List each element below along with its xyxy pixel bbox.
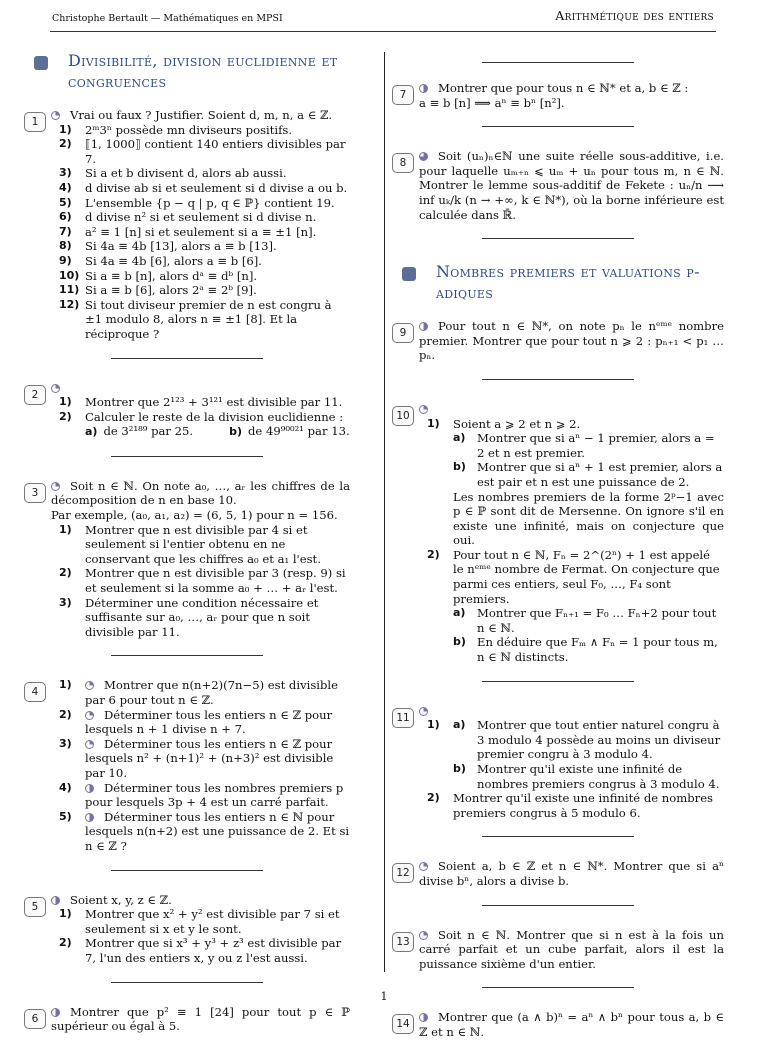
exercise-text: Montrer que pour tous n ∈ ℕ* et a, b ∈ ℤ : — [438, 81, 689, 95]
exercise-number-badge: 3 — [24, 483, 46, 503]
exercise-text: Montrer que p² ≡ 1 [24] pour tout p ∈ ℙ supérieur ou égal à 5. — [51, 1004, 350, 1034]
exercise-sub-item: Montrer que tout entier naturel congru à 3 modulo 4 possède au moins un diviseur premier congru à 3 modulo 4. — [477, 718, 721, 762]
difficulty-icon — [419, 931, 428, 940]
exercise-item: Montrer que n(n+2)(7n−5) est divisible par 6 pour tout n ∈ ℤ. — [85, 678, 338, 707]
exercise-intro: Soit n ∈ ℕ. On note a₀, …, aᵣ les chiffres de la décomposition de n en base 10. — [51, 478, 350, 508]
difficulty-icon — [85, 711, 94, 720]
exercise-text: Soit (uₙ)ₙ∈ℕ une suite réelle sous-additive, i.e. pour laquelle uₘ₊ₙ ⩽ uₘ + uₙ pour tous m, n ∈ ℕ. Montrer le lemme sous-additif de Fekete : uₙ/n ⟶ inf uₖ/k (n → +∞, k ∈ ℕ*), où la borne inférieure est calculée dans ℝ̄. — [419, 149, 724, 222]
difficulty-icon — [419, 707, 428, 716]
exercise-6 — [24, 1005, 350, 1034]
difficulty-icon — [419, 1013, 428, 1022]
difficulty-icon — [51, 384, 60, 393]
exercise-number-badge: 10 — [392, 406, 414, 426]
separator-rule — [111, 456, 263, 457]
exercise-equation: a ≡ b [n] ⟹ aⁿ ≡ bⁿ [n²]. — [419, 95, 565, 110]
difficulty-icon — [51, 482, 60, 491]
exercise-7 — [392, 81, 724, 110]
difficulty-icon — [419, 405, 428, 414]
section-title: Nombres premiers et valuations p-adiques — [436, 262, 700, 303]
section-square-icon — [402, 267, 416, 281]
exercise-item: Soient a ⩾ 2 et n ⩾ 2. — [453, 416, 581, 431]
exercise-number-badge: 14 — [392, 1014, 414, 1034]
exercise-10: 10 1) Soient a ⩾ 2 et n ⩾ 2. a) Montrer que si aⁿ − 1 premier, alors a = 2 et n est premier. b) Montrer que si aⁿ + 1 est premier, alors a est pair et n est une puissance de 2. Les nombres premiers de la forme 2ᵖ−1 avec p ∈ ℙ sont dit de Mersenne. On ignore s'il en existe une infinité, mais on conjecture que oui. 2) Pour tout n ∈ ℕ, Fₙ = 2^(2ⁿ) + 1 est appelé le nᵉᵐᵉ nombre de Fermat. On conjecture que parmi ces entiers, seul F₀, …, F₄ sont premiers. a) Montrer que Fₙ₊₁ = F₀ … Fₙ+2 pour tout n ∈ ℕ. b) En déduire que Fₘ ∧ Fₙ = 1 pour tous m, n ∈ ℕ distincts. — [392, 402, 724, 665]
exercise-item: Montrer que 2¹²³ + 3¹²¹ est divisible par 11. — [85, 395, 343, 410]
exercise-text: Soit n ∈ ℕ. Montrer que si n est à la fois un carré parfait et un cube parfait, alors il est la puissance sixième d'un entier. — [419, 927, 724, 971]
exercise-2: 2 1) Montrer que 2¹²³ + 3¹²¹ est divisible par 11. 2) Calculer le reste de la division euclidienne : a) de 3²¹⁸⁹ par 25. b) de 49⁹⁰⁰²¹ par 13. — [24, 381, 350, 440]
exercise-item: Déterminer tous les entiers n ∈ ℤ pour lesquels n² + (n+1)² + (n+3)² est divisible par 10. — [85, 736, 334, 780]
exercise-example: Par exemple, (a₀, a₁, a₂) = (6, 5, 1) pour n = 156. — [51, 508, 338, 523]
difficulty-icon — [85, 740, 94, 749]
separator-rule — [482, 836, 634, 837]
sub-item-b: b) de 49⁹⁰⁰²¹ par 13. — [229, 424, 350, 439]
separator-rule — [482, 379, 634, 380]
separator-rule — [482, 238, 634, 239]
separator-rule — [111, 358, 263, 359]
exercise-item: Pour tout n ∈ ℕ, Fₙ = 2^(2ⁿ) + 1 est appelé le nᵉᵐᵉ nombre de Fermat. On conjecture que parmi ces entiers, seul F₀, …, F₄ sont premiers. — [453, 547, 720, 606]
exercise-item: Si tout diviseur premier de n est congru à ±1 modulo 8, alors n ≡ ±1 [8]. Et la réciproque ? — [85, 297, 332, 341]
separator-rule — [482, 62, 634, 63]
exercise-number-badge: 13 — [392, 932, 414, 952]
exercise-8 — [392, 149, 724, 222]
exercise-number-badge: 5 — [24, 897, 46, 917]
exercise-text: Soient a, b ∈ ℤ et n ∈ ℕ*. Montrer que si aⁿ divise bⁿ, alors a divise b. — [419, 859, 724, 888]
exercise-item: 2ᵐ3ⁿ possède mn diviseurs positifs. — [85, 122, 293, 137]
difficulty-icon — [419, 84, 428, 93]
difficulty-icon — [51, 111, 60, 120]
difficulty-icon — [85, 813, 94, 822]
difficulty-icon — [85, 784, 94, 793]
exercise-sub-item: Montrer que si aⁿ − 1 premier, alors a = 2 et n est premier. — [477, 431, 715, 460]
separator-rule — [482, 987, 634, 988]
exercise-item: L'ensemble {p − q | p, q ∈ ℙ} contient 19. — [85, 195, 335, 210]
exercise-intro: Soient x, y, z ∈ ℤ. — [70, 892, 172, 907]
separator-rule — [111, 870, 263, 871]
page-number: 1 — [380, 990, 388, 1003]
section-nombres-premiers — [392, 261, 724, 303]
header-rule — [50, 31, 716, 32]
exercise-14 — [392, 1010, 724, 1039]
exercise-4: 4 1) Montrer que n(n+2)(7n−5) est divisible par 6 pour tout n ∈ ℤ. 2) Déterminer tous les entiers n ∈ ℤ pour lesquels n + 1 divise n + 7. 3) Déterminer tous les entiers n ∈ ℤ pour lesquels n² + (n+1)² + (n+3)² est divisible par 10. 4) Déterminer tous les nombres premiers p pour lesquels 3p + 4 est un carré parfait. 5) Déterminer tous les entiers n ∈ ℕ pour lesquels n(n+2) est une puissance de 2. Et si n ∈ ℤ ? — [24, 678, 350, 853]
exercise-item: Déterminer une condition nécessaire et suffisante sur a₀, …, aᵣ pour que n soit divisible par 11. — [85, 595, 319, 639]
exercise-sub-item: En déduire que Fₘ ∧ Fₙ = 1 pour tous m, n ∈ ℕ distincts. — [477, 635, 718, 665]
difficulty-icon — [51, 896, 60, 905]
exercise-text: Pour tout n ∈ ℕ*, on note pₙ le nᵉᵐᵉ nombre premier. Montrer que pour tout n ⩾ 2 : pₙ₊₁ < p₁ … pₙ. — [419, 319, 724, 363]
exercise-note: Les nombres premiers de la forme 2ᵖ−1 avec p ∈ ℙ sont dit de Mersenne. On ignore s'il en existe une infinité, mais on conjecture que oui. — [453, 489, 724, 548]
exercise-number-badge: 11 — [392, 708, 414, 728]
exercise-sub-item: Montrer qu'il existe une infinité de nombres premiers congrus à 3 modulo 4. — [477, 762, 720, 791]
section-divisibilite — [24, 50, 350, 92]
exercise-12 — [392, 859, 724, 888]
left-column — [24, 50, 350, 1040]
exercise-number-badge: 4 — [24, 682, 46, 702]
separator-rule — [111, 982, 263, 983]
section-square-icon — [34, 56, 48, 70]
exercise-item: d divise ab si et seulement si d divise a ou b. — [85, 180, 348, 195]
exercise-1: 1 Vrai ou faux ? Justifier. Soient d, m, n, a ∈ ℤ. 1) 2ᵐ3ⁿ possède mn diviseurs positifs. 2) ⟦1, 1000⟧ contient 140 entiers divisibles par 7. 3) Si a et b divisent d, alors ab aussi. 4) d divise ab si et seulement si d divise a ou b. 5) L'ensemble {p − q | p, q ∈ ℙ} contient 19. 6) d divise n² si et seulement si d divise n. 7) a² ≡ 1 [n] si et seulement si a ≡ ±1 [n]. 8) Si 4a ≡ 4b [13], alors a ≡ b [13]. 9) Si 4a ≡ 4b [6], alors a ≡ b [6]. 10) Si a ≡ b [n], alors dᵃ ≡ dᵇ [n]. 11) Si a ≡ b [6], alors 2ᵃ ≡ 2ᵇ [9]. 12) Si tout diviseur premier de n est congru à ±1 modulo 8, alors n ≡ ±1 [8]. Et la réciproque ? — [24, 108, 350, 342]
separator-rule — [111, 655, 263, 656]
exercise-item: Si a ≡ b [6], alors 2ᵃ ≡ 2ᵇ [9]. — [85, 283, 257, 298]
column-divider — [384, 52, 385, 972]
exercise-item: ⟦1, 1000⟧ contient 140 entiers divisibles par 7. — [85, 137, 346, 166]
exercise-item: Si a ≡ b [n], alors dᵃ ≡ dᵇ [n]. — [85, 268, 258, 283]
separator-rule — [482, 126, 634, 127]
separator-rule — [482, 905, 634, 906]
exercise-11: 11 1) a) Montrer que tout entier naturel congru à 3 modulo 4 possède au moins un diviseur premier congru à 3 modulo 4. b) Montrer qu'il existe une infinité de nombres premiers congrus à 3 modulo 4. 2) Montrer qu'il existe une infinité de nombres premiers congrus à 5 modulo 6. — [392, 704, 724, 821]
exercise-item: d divise n² si et seulement si d divise n. — [85, 210, 317, 225]
exercise-number-badge: 8 — [392, 153, 414, 173]
header-right: Arithmétique des entiers — [555, 8, 714, 23]
exercise-13 — [392, 928, 724, 972]
exercise-item: Montrer que n est divisible par 4 si et seulement si l'entier obtenu en ne conservant que les chiffres a₀ et a₁ l'est. — [85, 522, 321, 566]
exercise-item: a² ≡ 1 [n] si et seulement si a ≡ ±1 [n]. — [85, 224, 317, 239]
exercise-item: Si 4a ≡ 4b [6], alors a ≡ b [6]. — [85, 253, 262, 268]
exercise-item: Montrer que si x³ + y³ + z³ est divisible par 7, l'un des entiers x, y ou z l'est aussi. — [85, 936, 342, 965]
exercise-number-badge: 2 — [24, 385, 46, 405]
exercise-item: Calculer le reste de la division euclidienne : — [85, 409, 344, 424]
exercise-item: Montrer que n est divisible par 3 (resp. 9) si et seulement si la somme a₀ + … + aᵣ l'est. — [85, 566, 346, 596]
exercise-text: Montrer que (a ∧ b)ⁿ = aⁿ ∧ bⁿ pour tous a, b ∈ ℤ et n ∈ ℕ. — [419, 1010, 724, 1039]
exercise-number-badge: 6 — [24, 1009, 46, 1029]
exercise-item: Déterminer tous les nombres premiers p pour lesquels 3p + 4 est un carré parfait. — [85, 780, 344, 810]
exercise-number-badge: 1 — [24, 112, 46, 132]
section-title: Divisibilité, division euclidienne et congruences — [68, 51, 338, 91]
exercise-number-badge: 7 — [392, 85, 414, 105]
header-left: Christophe Bertault — Mathématiques en MPSI — [52, 13, 283, 24]
exercise-item: Déterminer tous les entiers n ∈ ℕ pour lesquels n(n+2) est une puissance de 2. Et si n ∈ ℤ ? — [85, 809, 350, 853]
exercise-item: Montrer que x² + y² est divisible par 7 si et seulement si x et y le sont. — [85, 907, 340, 936]
exercise-intro: Vrai ou faux ? Justifier. Soient d, m, n, a ∈ ℤ. — [70, 108, 333, 122]
exercise-item: Déterminer tous les entiers n ∈ ℤ pour lesquels n + 1 divise n + 7. — [85, 707, 333, 737]
difficulty-icon — [51, 1008, 60, 1017]
exercise-number-badge: 12 — [392, 863, 414, 883]
exercise-number-badge: 9 — [392, 323, 414, 343]
difficulty-icon — [419, 322, 428, 331]
exercise-3: 3 Soit n ∈ ℕ. On note a₀, …, aᵣ les chiffres de la décomposition de n en base 10. Par exemple, (a₀, a₁, a₂) = (6, 5, 1) pour n = 156. 1) Montrer que n est divisible par 4 si et seulement si l'entier obtenu en ne conservant que les chiffres a₀ et a₁ l'est. 2) Montrer que n est divisible par 3 (resp. 9) si et seulement si la somme a₀ + … + aᵣ l'est. 3) Déterminer une condition nécessaire et suffisante sur a₀, …, aᵣ pour que n soit divisible par 11. — [24, 479, 350, 640]
separator-rule — [482, 681, 634, 682]
exercise-sub-item: Montrer que Fₙ₊₁ = F₀ … Fₙ+2 pour tout n ∈ ℕ. — [477, 606, 717, 635]
exercise-5: 5 Soient x, y, z ∈ ℤ. 1) Montrer que x² + y² est divisible par 7 si et seulement si x et y le sont. 2) Montrer que si x³ + y³ + z³ est divisible par 7, l'un des entiers x, y ou z l'est aussi. — [24, 893, 350, 966]
difficulty-icon — [419, 152, 428, 161]
exercise-item: Montrer qu'il existe une infinité de nombres premiers congrus à 5 modulo 6. — [453, 791, 713, 820]
sub-item-a: a) de 3²¹⁸⁹ par 25. — [85, 424, 194, 439]
exercise-sub-item: Montrer que si aⁿ + 1 est premier, alors a est pair et n est une puissance de 2. — [477, 460, 723, 489]
difficulty-icon — [419, 862, 428, 871]
exercise-item: Si a et b divisent d, alors ab aussi. — [85, 166, 287, 181]
right-column — [392, 50, 724, 1046]
exercise-item: Si 4a ≡ 4b [13], alors a ≡ b [13]. — [85, 239, 277, 254]
exercise-9 — [392, 319, 724, 363]
difficulty-icon — [85, 681, 94, 690]
